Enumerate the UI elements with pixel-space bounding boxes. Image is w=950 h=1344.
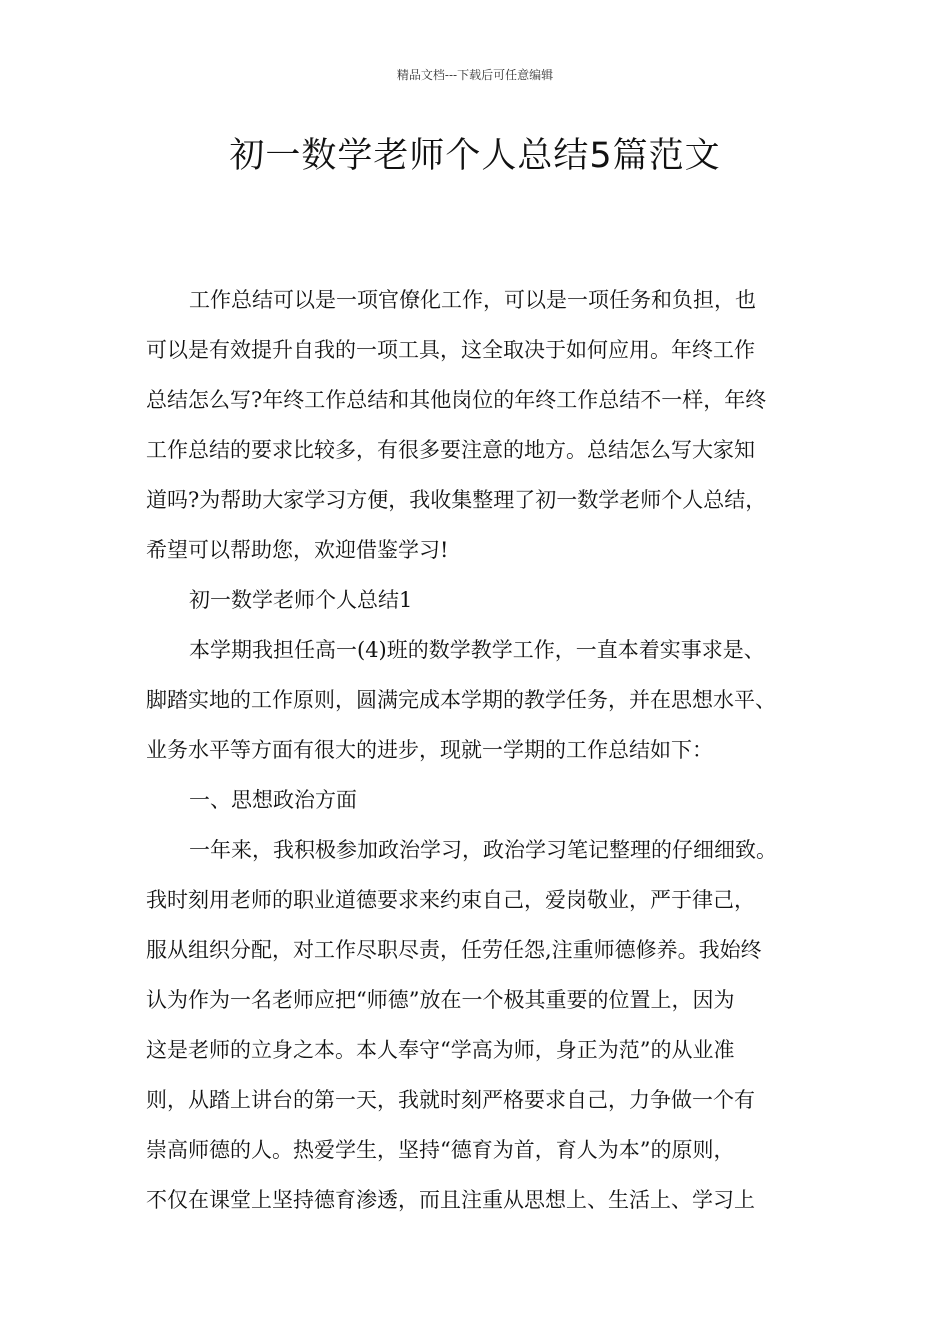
section-heading: 一、思想政治方面 <box>189 788 357 812</box>
body-line: 希望可以帮助您，欢迎借鉴学习! <box>146 538 449 562</box>
body-line: 崇高师德的人。热爱学生，坚持“德育为首，育人为本”的原则， <box>146 1138 735 1162</box>
body-line: 这是老师的立身之本。本人奉守“学高为师，身正为范”的从业准 <box>146 1038 735 1062</box>
body-line: 认为作为一名老师应把“师德”放在一个极其重要的位置上，因为 <box>146 988 735 1012</box>
body-line: 本学期我担任高一(4)班的数学教学工作，一直本着实事求是、 <box>189 638 765 662</box>
body-line: 工作总结可以是一项官僚化工作，可以是一项任务和负担，也 <box>189 288 756 312</box>
body-line: 脚踏实地的工作原则，圆满完成本学期的教学任务，并在思想水平、 <box>146 688 776 712</box>
body-line: 道吗?为帮助大家学习方便，我收集整理了初一数学老师个人总结， <box>146 488 767 512</box>
document-title: 初一数学老师个人总结5篇范文 <box>229 136 721 176</box>
body-line: 总结怎么写?年终工作总结和其他岗位的年终工作总结不一样，年终 <box>146 388 767 412</box>
body-line: 不仅在课堂上坚持德育渗透，而且注重从思想上、生活上、学习上 <box>146 1188 755 1212</box>
body-line: 可以是有效提升自我的一项工具，这全取决于如何应用。年终工作 <box>146 338 755 362</box>
body-line: 我时刻用老师的职业道德要求来约束自己，爱岗敬业，严于律己， <box>146 888 755 912</box>
body-line: 则，从踏上讲台的第一天，我就时刻严格要求自己，力争做一个有 <box>146 1088 755 1112</box>
section-heading: 初一数学老师个人总结1 <box>189 588 413 612</box>
body-line: 业务水平等方面有很大的进步，现就一学期的工作总结如下： <box>146 738 713 762</box>
body-line: 工作总结的要求比较多，有很多要注意的地方。总结怎么写大家知 <box>146 438 755 462</box>
header-note: 精品文档---下载后可任意编辑 <box>396 68 554 82</box>
body-line: 一年来，我积极参加政治学习，政治学习笔记整理的仔细细致。 <box>189 838 777 862</box>
body-line: 服从组织分配，对工作尽职尽责，任劳任怨,注重师德修养。我始终 <box>146 938 762 962</box>
